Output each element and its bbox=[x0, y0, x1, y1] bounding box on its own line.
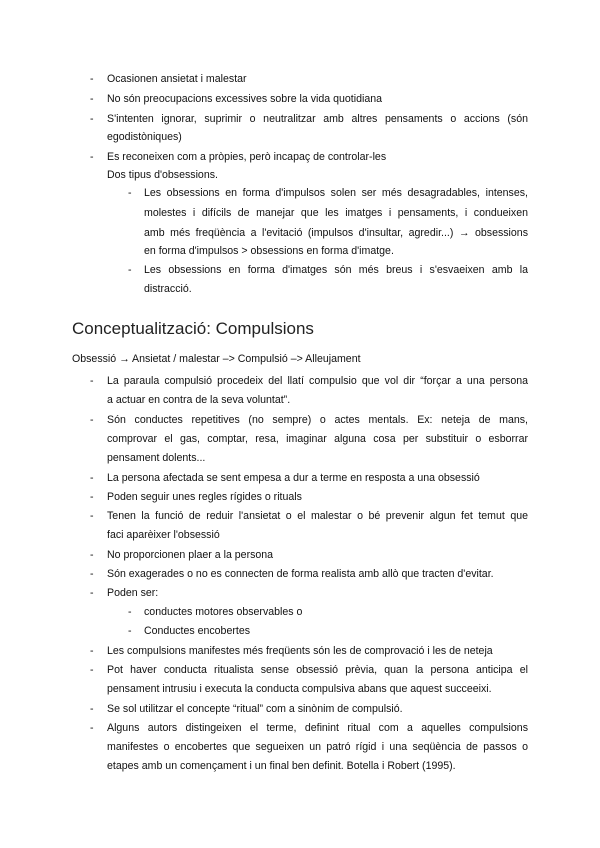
list-item-continuation: molestes i difícils de manejar que les imatges i pensaments, i condueixen bbox=[144, 207, 528, 219]
bullet-dash: - bbox=[90, 151, 94, 163]
list-item: Es reconeixen com a pròpies, però incapaç de controlar-les bbox=[107, 151, 387, 163]
list-item: Pot haver conducta ritualista sense obsessió prèvia, quan la persona anticipa el bbox=[107, 664, 528, 676]
bullet-dash: - bbox=[90, 472, 94, 484]
bullet-dash: - bbox=[90, 375, 94, 387]
list-item: Alguns autors distingeixen el terme, definint ritual com a aquelles compulsions bbox=[107, 722, 528, 734]
list-item: Poden ser: bbox=[107, 587, 159, 599]
list-item: Poden seguir unes regles rígides o rituals bbox=[107, 491, 302, 503]
bullet-dash: - bbox=[90, 645, 94, 657]
list-item: La persona afectada se sent empesa a dur a terme en resposta a una obsessió bbox=[107, 472, 480, 484]
list-item: Les obsessions en forma d'impulsos solen ser més desagradables, intenses, bbox=[144, 187, 528, 199]
list-item: Són conductes repetitives (no sempre) o actes mentals. Ex: neteja de mans, bbox=[107, 414, 528, 426]
section-heading: Conceptualització: Compulsions bbox=[72, 319, 314, 338]
list-item-continuation: egodistòniques) bbox=[107, 131, 182, 143]
bullet-dash: - bbox=[90, 703, 94, 715]
list-item-continuation: amb més freqüència a l'evitació (impulsos d'insultar, agredir...) → obsessions bbox=[144, 227, 528, 239]
bullet-dash: - bbox=[128, 625, 132, 637]
bullet-dash: - bbox=[90, 664, 94, 676]
bullet-dash: - bbox=[90, 722, 94, 734]
bullet-dash: - bbox=[90, 93, 94, 105]
list-item: conductes motores observables o bbox=[144, 606, 303, 618]
compulsion-flow-line: Obsessió → Ansietat / malestar –> Compulsió –> Alleujament bbox=[72, 353, 361, 365]
list-item-continuation: distracció. bbox=[144, 283, 192, 295]
list-item: Conductes encobertes bbox=[144, 625, 251, 637]
bullet-dash: - bbox=[90, 568, 94, 580]
list-item: Les obsessions en forma d'imatges són més breus i s'esvaeixen amb la bbox=[144, 264, 528, 276]
list-item: La paraula compulsió procedeix del llatí compulsio que vol dir “forçar a una persona bbox=[107, 375, 528, 387]
list-item: Les compulsions manifestes més freqüents són les de comprovació i les de neteja bbox=[107, 645, 493, 657]
bullet-dash: - bbox=[90, 414, 94, 426]
list-item: No són preocupacions excessives sobre la vida quotidiana bbox=[107, 93, 383, 105]
list-item: Tenen la funció de reduir l'ansietat o el malestar o bé prevenir algun fet temut que bbox=[107, 510, 528, 522]
list-item: Ocasionen ansietat i malestar bbox=[107, 73, 247, 85]
list-item: Són exagerades o no es connecten de forma realista amb allò que tracten d'evitar. bbox=[107, 568, 494, 580]
list-item: S'intenten ignorar, suprimir o neutralitzar amb altres pensaments o accions (són bbox=[107, 113, 528, 125]
bullet-dash: - bbox=[90, 587, 94, 599]
list-item-continuation: pensament dolents... bbox=[107, 452, 206, 464]
list-item: No proporcionen plaer a la persona bbox=[107, 549, 274, 561]
bullet-dash: - bbox=[90, 73, 94, 85]
bullet-dash: - bbox=[128, 264, 132, 276]
bullet-dash: - bbox=[128, 187, 132, 199]
list-item-continuation: manifestes o encobertes que segueixen un patró rígid i una seqüència de passos o bbox=[107, 741, 528, 753]
bullet-dash: - bbox=[90, 491, 94, 503]
list-item-continuation: pensament intrusiu i executa la conducta compulsiva abans que aquest succeeixi. bbox=[107, 683, 492, 695]
list-item-continuation: en forma d'impulsos > obsessions en forma d'imatge. bbox=[144, 245, 394, 257]
bullet-dash: - bbox=[90, 113, 94, 125]
list-item-continuation: faci aparèixer l'obsessió bbox=[107, 529, 220, 541]
list-item-continuation: etapes amb un començament i un final ben definit. Botella i Robert (1995). bbox=[107, 760, 456, 772]
list-item-continuation: a actuar en contra de la seva voluntat”. bbox=[107, 394, 291, 406]
list-item: Se sol utilitzar el concepte “ritual” com a sinònim de compulsió. bbox=[107, 703, 403, 715]
bullet-dash: - bbox=[90, 549, 94, 561]
bullet-dash: - bbox=[90, 510, 94, 522]
list-item-continuation: comprovar el gas, comptar, resa, imaginar alguna cosa per substituir o esborrar bbox=[107, 433, 528, 445]
obsession-types-intro: Dos tipus d'obsessions. bbox=[107, 169, 218, 181]
bullet-dash: - bbox=[128, 606, 132, 618]
